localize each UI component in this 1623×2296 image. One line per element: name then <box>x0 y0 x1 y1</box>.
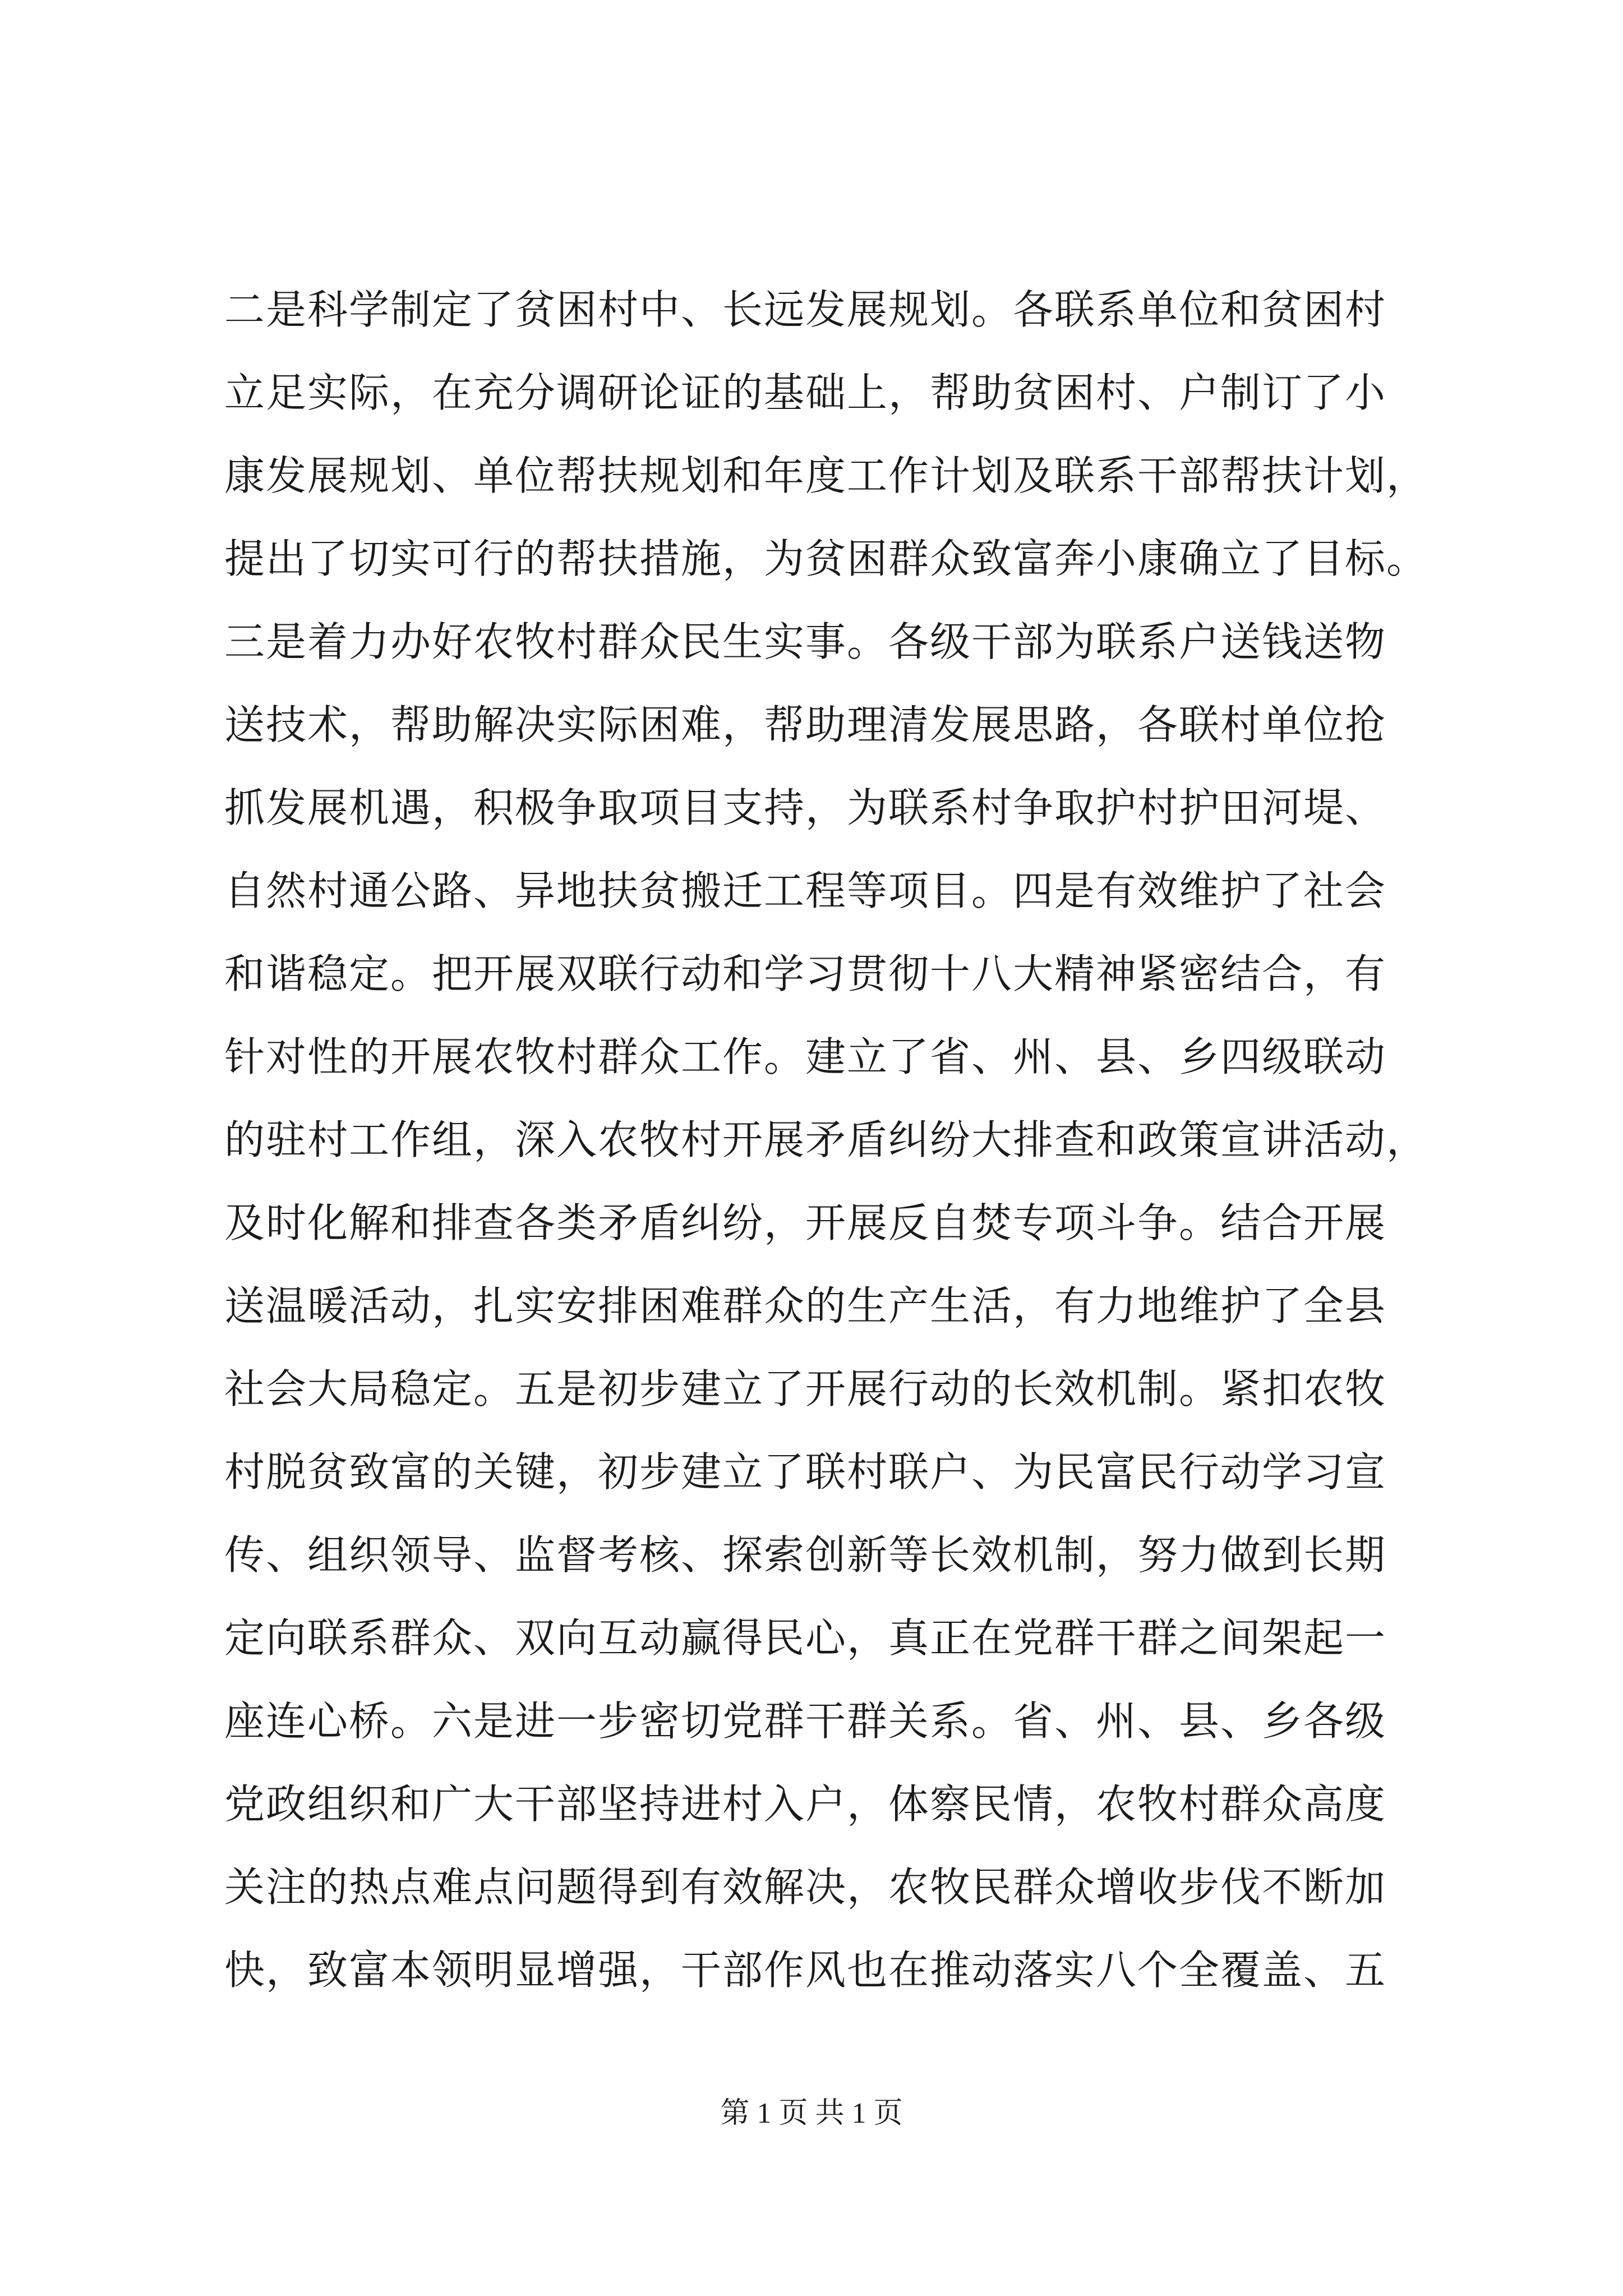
text-line: 传、组织领导、监督考核、探索创新等长效机制，努力做到长期 <box>224 1531 1387 1579</box>
text-line: 关注的热点难点问题得到有效解决，农牧民群众增收步伐不断加 <box>224 1864 1387 1911</box>
text-line: 针对性的开展农牧村群众工作。建立了省、州、县、乡四级联动 <box>224 1033 1387 1080</box>
text-line: 快，致富本领明显增强，干部作风也在推动落实八个全覆盖、五 <box>224 1947 1387 1994</box>
text-line: 提出了切实可行的帮扶措施，为贫困群众致富奔小康确立了目标。 <box>224 535 1428 582</box>
text-line: 抓发展机遇，积极争取项目支持，为联系村争取护村护田河堤、 <box>224 784 1387 831</box>
text-line: 立足实际，在充分调研论证的基础上，帮助贫困村、户制订了小 <box>224 369 1387 416</box>
text-line: 和谐稳定。把开展双联行动和学习贯彻十八大精神紧密结合，有 <box>224 950 1387 997</box>
text-line: 及时化解和排查各类矛盾纠纷，开展反自焚专项斗争。结合开展 <box>224 1199 1387 1246</box>
text-line: 二是科学制定了贫困村中、长远发展规划。各联系单位和贫困村 <box>224 286 1387 333</box>
text-line: 送温暖活动，扎实安排困难群众的生产生活，有力地维护了全县 <box>224 1282 1387 1329</box>
text-line: 三是着力办好农牧村群众民生实事。各级干部为联系户送钱送物 <box>224 618 1387 665</box>
text-line: 康发展规划、单位帮扶规划和年度工作计划及联系干部帮扶计划， <box>224 452 1428 499</box>
text-line: 自然村通公路、异地扶贫搬迁工程等项目。四是有效维护了社会 <box>224 867 1387 914</box>
text-line: 党政组织和广大干部坚持进村入户，体察民情，农牧村群众高度 <box>224 1780 1387 1828</box>
text-line: 座连心桥。六是进一步密切党群干群关系。省、州、县、乡各级 <box>224 1697 1387 1745</box>
page-number-label: 第 1 页 共 1 页 <box>720 2097 903 2129</box>
text-line: 社会大局稳定。五是初步建立了开展行动的长效机制。紧扣农牧 <box>224 1365 1387 1412</box>
text-line: 送技术，帮助解决实际困难，帮助理清发展思路，各联村单位抢 <box>224 701 1387 748</box>
page-footer <box>0 2091 1623 2136</box>
text-line: 的驻村工作组，深入农牧村开展矛盾纠纷大排查和政策宣讲活动， <box>224 1116 1428 1163</box>
document-body <box>224 268 1481 2012</box>
text-line: 村脱贫致富的关键，初步建立了联村联户、为民富民行动学习宣 <box>224 1448 1387 1496</box>
text-line: 定向联系群众、双向互动赢得民心，真正在党群干群之间架起一 <box>224 1614 1387 1662</box>
